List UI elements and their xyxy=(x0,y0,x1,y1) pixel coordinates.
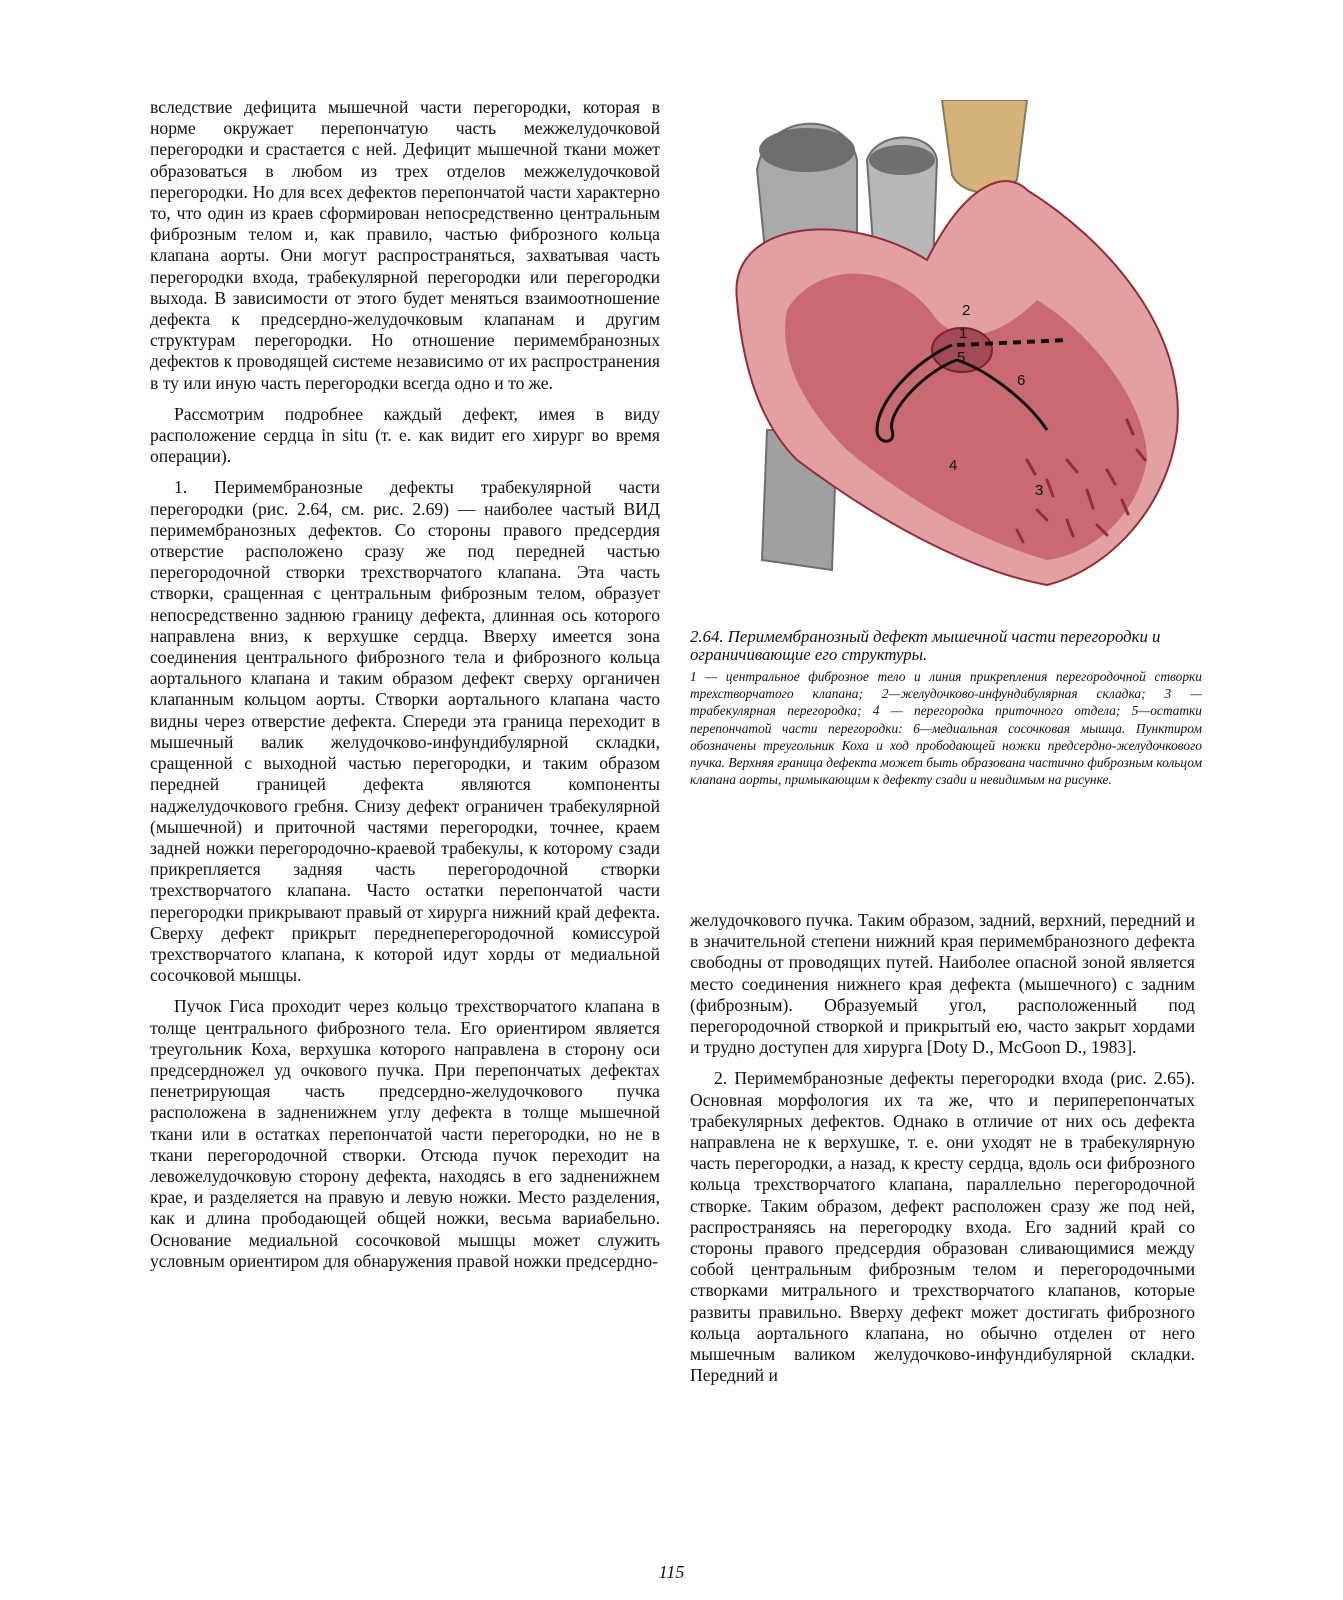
label-1: 1 xyxy=(959,325,968,342)
pulmonary-trunk-shape xyxy=(942,100,1027,193)
aorta-opening xyxy=(869,145,935,175)
heart-illustration-svg xyxy=(727,100,1197,590)
paragraph: Рассмотрим подробнее каждый дефект, имея в виду расположение сердца in situ (т. е. как видит его хирург во время операции). xyxy=(150,403,660,467)
paragraph: желудочкового пучка. Таким образом, задний, верхний, передний и в значительной степени нижний края перимембранозного дефекта свободны от проводящих путей. Наиболее опасной зоной является место соединения нижнего края дефекта (мышечного) с задним (фиброзным). Образуемый угол, расположенный под перегородочной створкой и прикрытый ею, часто закрыт хордами и трудно доступен для хирурга [Doty D., McGoon D., 1983]. xyxy=(690,910,1195,1058)
left-text-column xyxy=(150,97,660,1282)
figure-caption xyxy=(690,628,1202,788)
label-2: 2 xyxy=(962,302,971,319)
caption-body: 1 — центральное фиброзное тело и линия прикрепления перегородочной створки трехстворчатого клапана; 2—желудочково-инфундибулярная складка; 3 — трабекулярная перегородка; 4 — перегородка приточного отдела; 5—остатки перепончатой части перегородки: 6—медиальная сосочковая мышца. Пунктиром обозначены треугольник Коха и ход прободающей ножки предсердно-желудочкового пучка. Верхняя граница дефекта может быть образована частично фиброзным кольцом клапана аорты, примыкающим к дефекту сзади и невидимым на рисунке. xyxy=(690,669,1202,788)
paragraph: 1. Перимембранозные дефекты трабекулярной части перегородки (рис. 2.64, см. рис. 2.69) — наиболее частый ВИД перимембранозных дефектов. Со стороны правого предсердия отверстие расположено сразу же под передней частью перегородочной створки трехстворчатого клапана. Эта часть створки, сращенная с центральным фиброзным телом, образует непосредственно заднюю границу дефекта, длинная ось которого направлена вниз, к верхушке сердца. Вверху имеется зона соединения центрального фиброзного тела и фиброзного кольца аортального клапана и таким образом дефект сверху органичен клапанным кольцом аорты. Створки аортального клапана часто видны через отверстие дефекта. Спереди эта граница переходит в мышечный валик желудочково-инфундибулярной складки, сращенной с выходной частью перегородки, и таким образом передней границей дефекта являются компоненты наджелудочкового гребня. Снизу дефект ограничен трабекулярной (мышечной) и приточной частями перегородки, точнее, краем задней ножки перегородочно-краевой трабекулы, к которому сзади прикрепляется задняя часть перегородочной створки трехстворчатого клапана. Часто остатки перепончатой части перегородки прикрывают правый от хирурга нижний край дефекта. Сверху дефект прикрыт переднеперегородочной комиссурой трехстворчатого клапана, к которой идут хорды от медиальной сосочковой мышцы. xyxy=(150,477,660,986)
label-6: 6 xyxy=(1017,372,1026,389)
vena-cava-opening xyxy=(759,128,855,172)
heart-illustration xyxy=(727,100,1197,590)
paragraph: Пучок Гиса проходит через кольцо трехстворчатого клапана в толще центрального фиброзного тела. Его ориентиром является треугольник Коха, верхушка которого направлена в сторону оси предсердножел уд очкового пучка. При перепончатых дефектах пенетрирующая часть предсердно-желудочкового пучка расположена в задненижнем углу дефекта в толще мышечной ткани или в остатках перепончатой части перегородки, но не в ткани перегородочной створки. Отсюда пучок переходит на левожелудочковую сторону дефекта, находясь в его задненижнем крае, и разделяется на правую и левую ножки. Место разделения, как и длина прободающей общей ножки, весьма вариабельно. Основание медиальной сосочковой мышцы может служить условным ориентиром для обнаружения правой ножки предсердно- xyxy=(150,996,660,1271)
right-text-column xyxy=(690,910,1195,1396)
label-3: 3 xyxy=(1035,482,1044,499)
label-5: 5 xyxy=(957,349,966,366)
paragraph: 2. Перимембранозные дефекты перегородки входа (рис. 2.65). Основная морфология их та же, что и периперепончатых трабекулярных дефектов. Однако в отличие от них ось дефекта направлена не к верхушке, т. е. они уходят не в трабекулярную часть перегородки, а назад, к кресту сердца, вдоль оси фиброзного кольца трехстворчатого клапана, параллельно перегородочной створке. Таким образом, дефект расположен сразу же под ней, распространяясь на перегородку входа. Его задний край со стороны правого предсердия образован сливающимися между собой центральным фиброзным телом и перегородочными створками митрального и трехстворчатого клапанов, которые развиты правильно. Вверху дефект может достигать фиброзного кольца аортального клапана, но обычно отделен от него мышечным валиком желудочково-инфундибулярной складки. Передний и xyxy=(690,1068,1195,1386)
caption-title: 2.64. Перимембранозный дефект мышечной части перегородки и ограничивающие его структуры. xyxy=(690,627,1161,664)
page-number: 115 xyxy=(658,1562,685,1582)
paragraph: вследствие дефицита мышечной части перегородки, которая в норме окружает перепончатую часть межжелудочковой перегородки и срастается с ней. Дефицит мышечной ткани может образоваться в любом из трех отделов межжелудочковой перегородки. Но для всех дефектов перепончатой части характерно то, что один из краев сформирован непосредственно центральным фиброзным телом и, как правило, частью фиброзного кольца клапана аорты. Они могут распространяться, захватывая часть перегородки входа, трабекулярной перегородки или перегородки выхода. В зависимости от этого будет меняться взаимоотношение дефекта к предсердно-желудочковым клапанам и другим структурам перегородки. Но отношение перимембранозных дефектов к проводящей системе независимо от их распространения в ту или иную часть перегородки всегда одно и то же. xyxy=(150,97,660,393)
label-4: 4 xyxy=(949,457,958,474)
